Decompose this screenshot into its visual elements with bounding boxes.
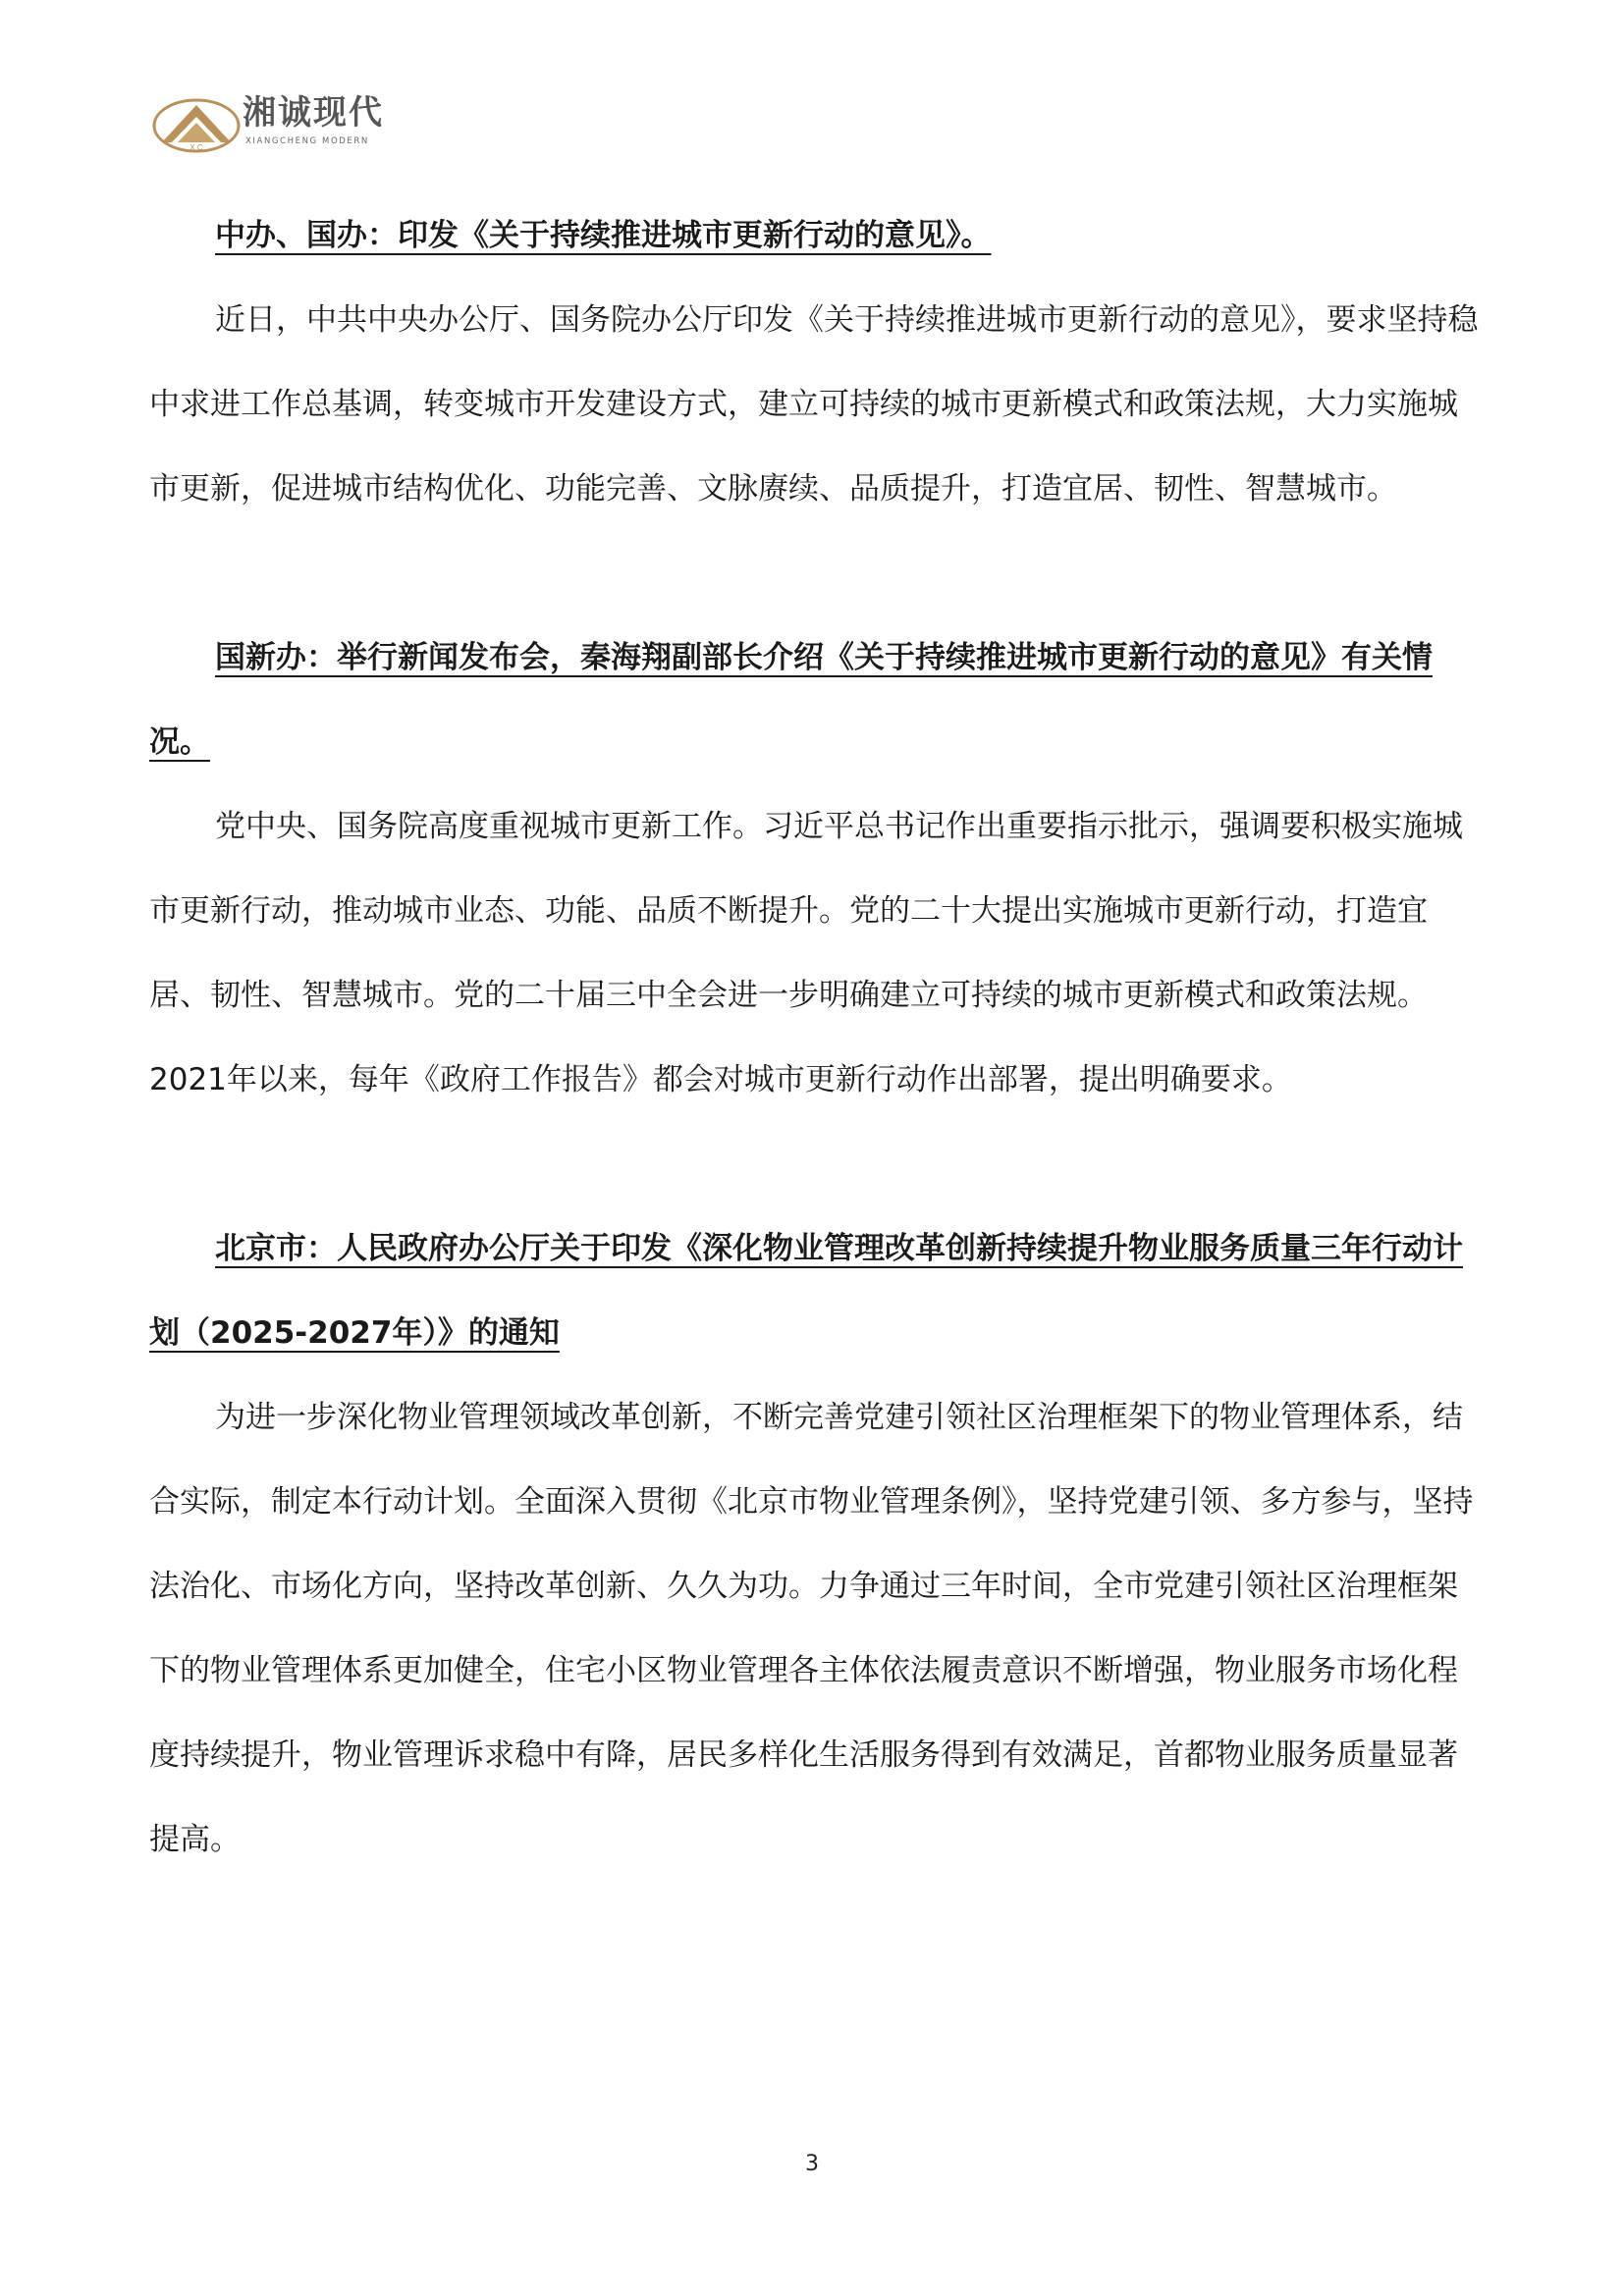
section-paragraph: 为进一步深化物业管理领域改革创新，不断完善党建引领社区治理框架下的物业管理体系，结合实际，制定本行动计划。全面深入贯彻《北京市物业管理条例》，坚持党建引领、多方参与，坚持法治化、市场化方向，坚持改革创新、久久为功。力争通过三年时间，全市党建引领社区治理框架下的物业管理体系更加健全，住宅小区物业管理各主体依法履责意识不断增强，物业服务市场化程度持续提升，物业管理诉求稳中有降，居民多样化生活服务得到有效满足，首都物业服务质量显著提高。 [149, 1400, 1474, 1857]
section-paragraph: 党中央、国务院高度重视城市更新工作。习近平总书记作出重要指示批示，强调要积极实施城市更新行动，推动城市业态、功能、品质不断提升。党的二十大提出实施城市更新行动，打造宜居、韧性、智慧城市。党的二十届三中全会进一步明确建立可持续的城市更新模式和政策法规。2021年以来，每年《政府工作报告》都会对城市更新行动作出部署，提出明确要求。 [149, 809, 1463, 1097]
section-gap [149, 531, 1485, 615]
section-heading: 中办、国办：印发《关于持续推进城市更新行动的意见》。 [215, 218, 992, 253]
logo-mark-text: X C [189, 143, 203, 152]
logo-emblem-icon [152, 93, 241, 154]
logo-subtitle: XIANGCHENG MODERN [245, 136, 369, 146]
page-number: 3 [805, 2152, 819, 2176]
section-gap [149, 1122, 1485, 1206]
section-heading: 北京市：人民政府办公厅关于印发《深化物业管理改革创新持续提升物业服务质量三年行动计划（2025-2027年）》的通知 [149, 1231, 1463, 1351]
section-paragraph: 近日，中共中央办公厅、国务院办公厅印发《关于持续推进城市更新行动的意见》，要求坚持稳中求进工作总基调，转变城市开发建设方式，建立可持续的城市更新模式和政策法规，大力实施城市更新，促进城市结构优化、功能完善、文脉赓续、品质提升，打造宜居、韧性、智慧城市。 [149, 302, 1479, 507]
news-section [149, 615, 1485, 1122]
document-body [149, 193, 1485, 1882]
section-heading: 国新办：举行新闻发布会，秦海翔副部长介绍《关于持续推进城市更新行动的意见》有关情况。 [149, 640, 1433, 760]
news-section [149, 1206, 1485, 1882]
news-section [149, 193, 1485, 531]
logo-name: 湘诚现代 [243, 93, 384, 133]
company-logo [152, 93, 417, 154]
